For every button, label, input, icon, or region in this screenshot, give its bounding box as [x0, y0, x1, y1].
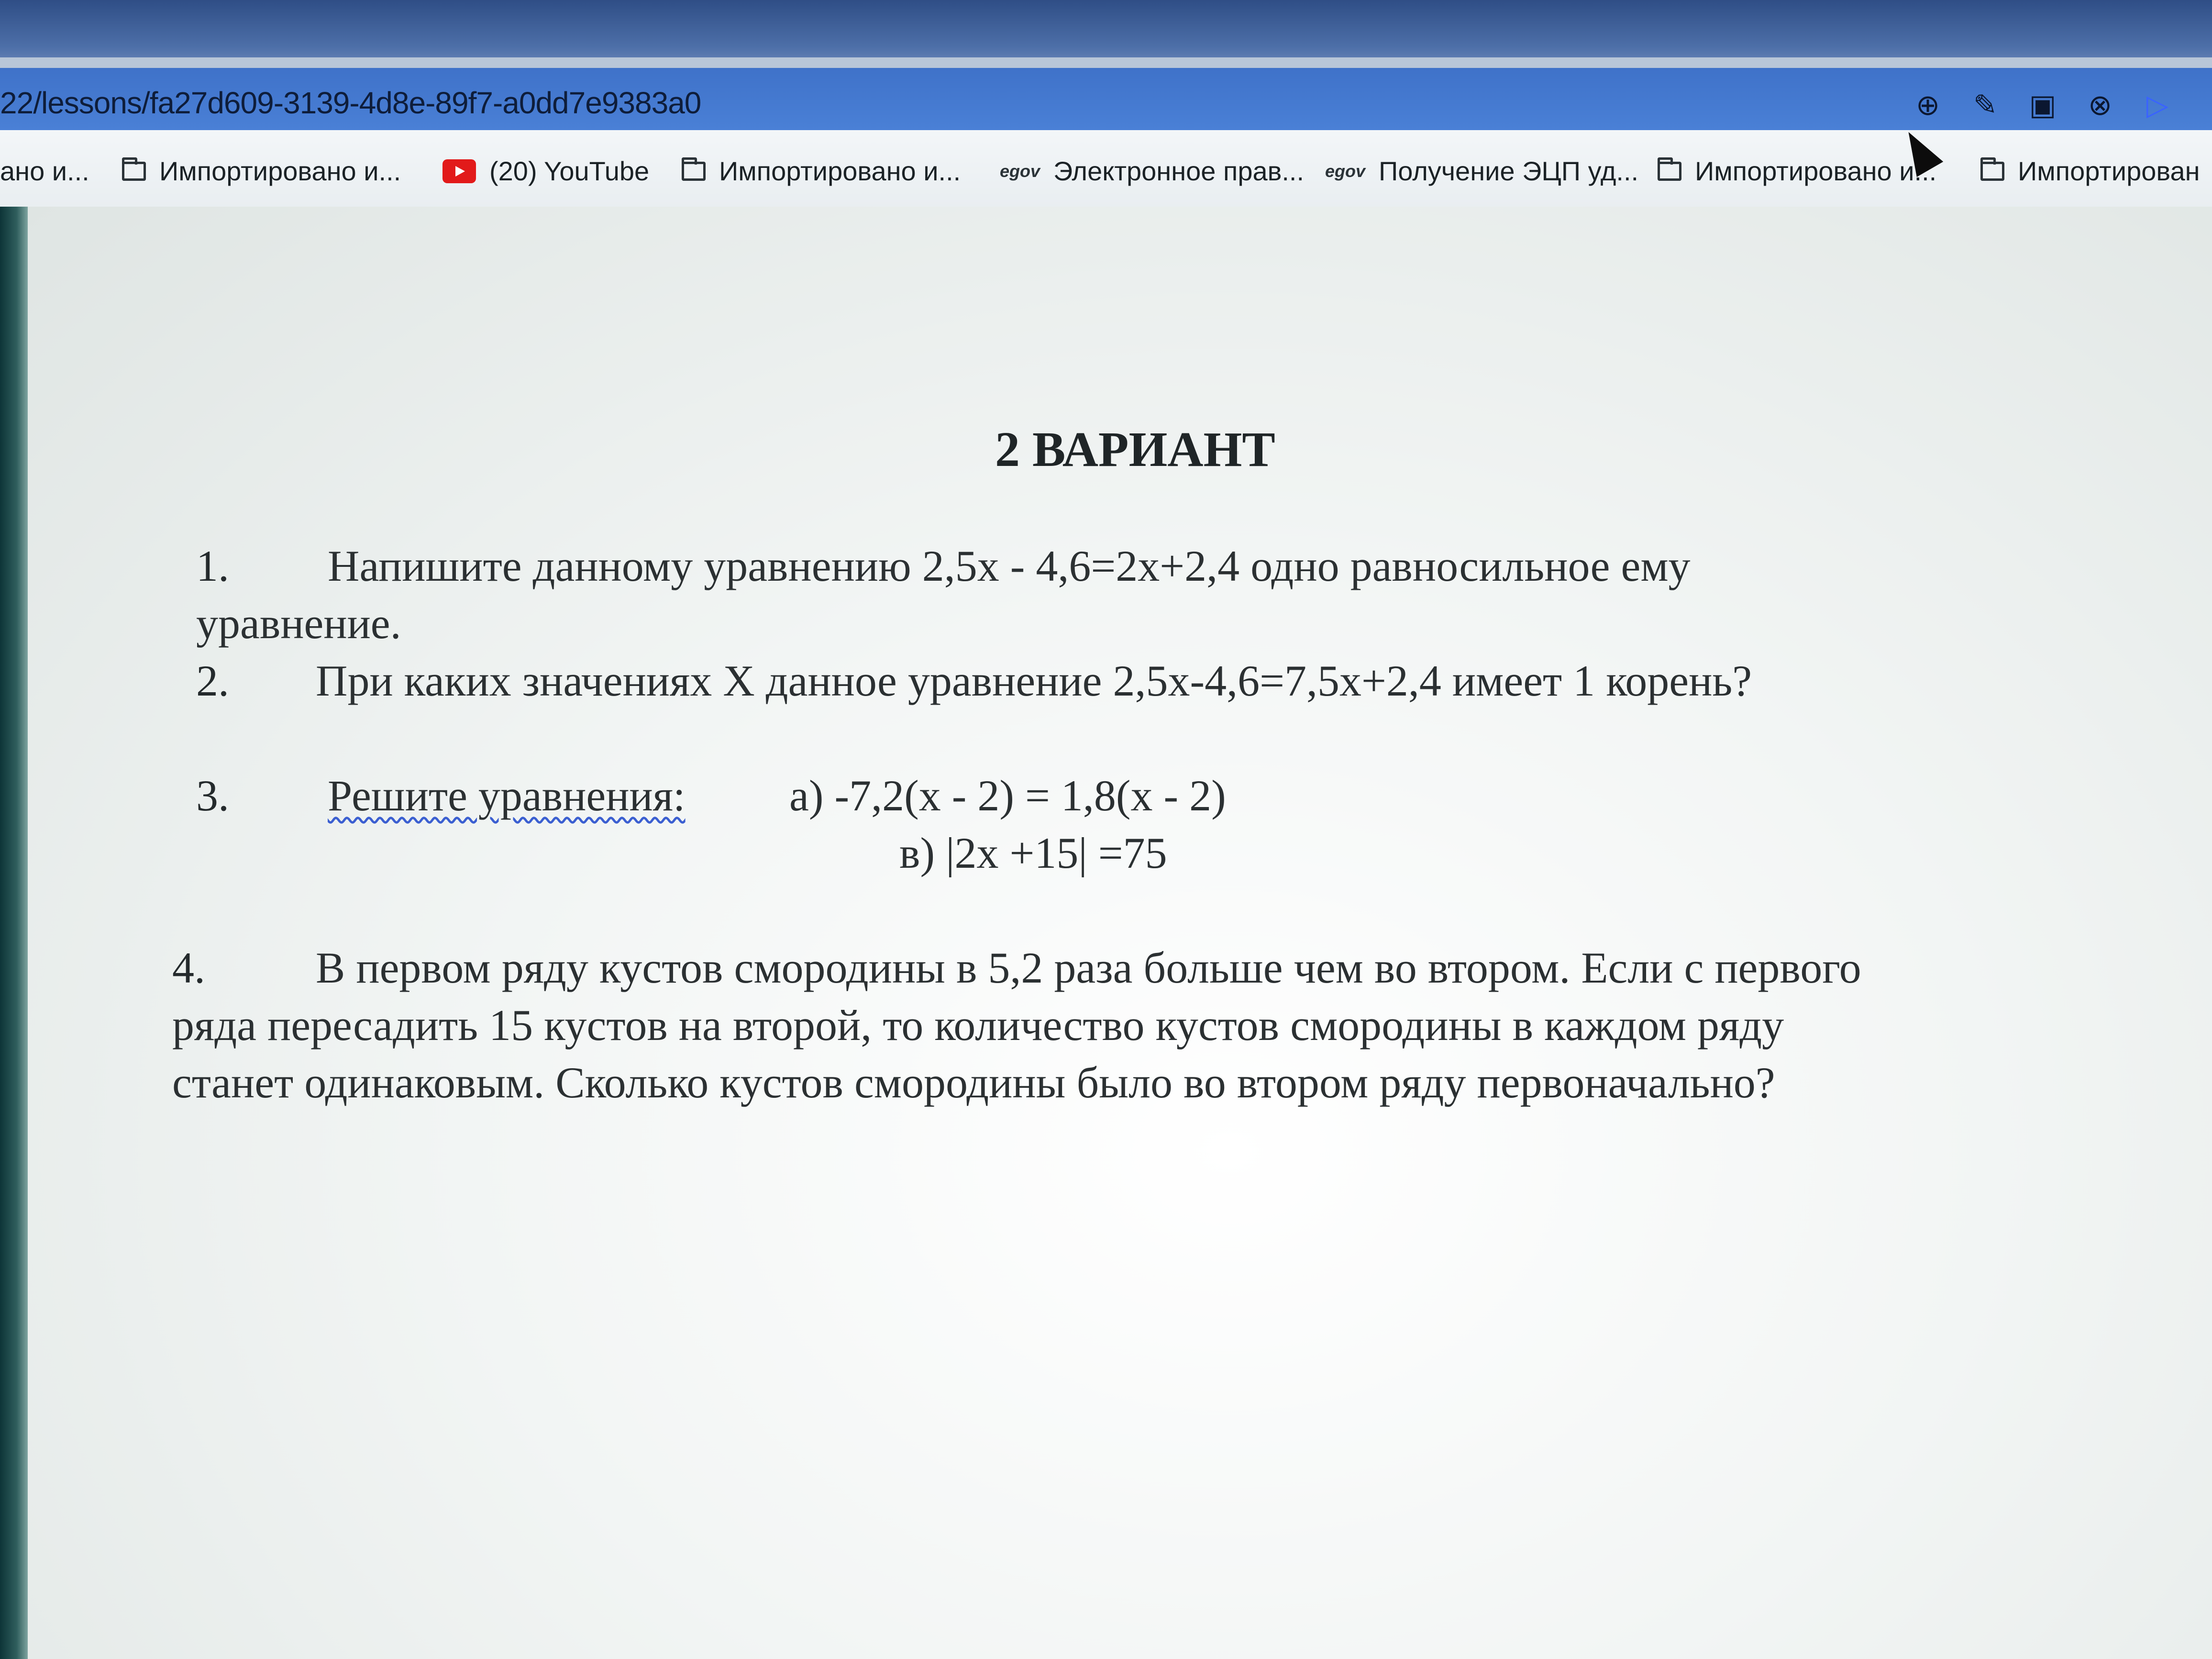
extension-icon[interactable]: ⊗ — [2088, 88, 2112, 122]
screenshot-icon[interactable]: ▣ — [2029, 88, 2057, 122]
question-number: 1. — [196, 542, 229, 590]
zoom-icon[interactable]: ⊕ — [1915, 88, 1940, 122]
question-4-line-1: В первом ряду кустов смородины в 5,2 раза больше чем во втором. Если с первого — [316, 943, 1861, 992]
question-4-line-2: ряда пересадить 15 кустов на второй, то количество кустов смородины в каждом ряду — [172, 1001, 1784, 1050]
page-title: 2 ВАРИАНТ — [995, 422, 1275, 477]
egov-icon: egov — [1325, 161, 1366, 181]
question-1-line-2: уравнение. — [196, 599, 401, 648]
bookmark-label: Импортировано и... — [159, 156, 401, 186]
egov-icon: egov — [1000, 161, 1040, 181]
bookmark-label: ано и... — [0, 156, 89, 186]
question-2-line-1: При каких значениях Х данное уравнение 2,5х-4,6=7,5х+2,4 имеет 1 корень? — [316, 656, 1752, 705]
bookmark-label: Импортирован — [2018, 156, 2200, 186]
question-3-label-text: Решите уравнения: — [328, 771, 686, 820]
send-icon[interactable]: ▷ — [2146, 88, 2169, 122]
question-3-label — [328, 770, 686, 821]
bookmark-label: (20) YouTube — [489, 156, 650, 186]
url-text[interactable]: 22/lessons/fa27d609-3139-4d8e-89f7-a0dd7e9383a0 — [0, 86, 701, 120]
equation-a: а) -7,2(х - 2) = 1,8(х - 2) — [789, 771, 1226, 820]
bookmark-label: Импортировано и... — [719, 156, 961, 186]
bookmark-label: Импортировано и... — [1695, 156, 1937, 186]
question-number: 4. — [172, 943, 205, 992]
bookmark-label: Электронное прав... — [1053, 156, 1305, 186]
question-4-line-3: станет одинаковым. Сколько кустов смородины было во втором ряду первоначально? — [172, 1058, 1775, 1107]
question-number: 3. — [196, 771, 229, 820]
bookmark-label: Получение ЭЦП уд... — [1379, 156, 1639, 186]
edit-icon[interactable]: ✎ — [1973, 88, 1998, 122]
equation-b: в) |2х +15| =75 — [899, 829, 1167, 877]
question-number: 2. — [196, 656, 229, 705]
question-1-line-1: Напишите данному уравнению 2,5х - 4,6=2х+2,4 одно равносильное ему — [328, 542, 1691, 590]
